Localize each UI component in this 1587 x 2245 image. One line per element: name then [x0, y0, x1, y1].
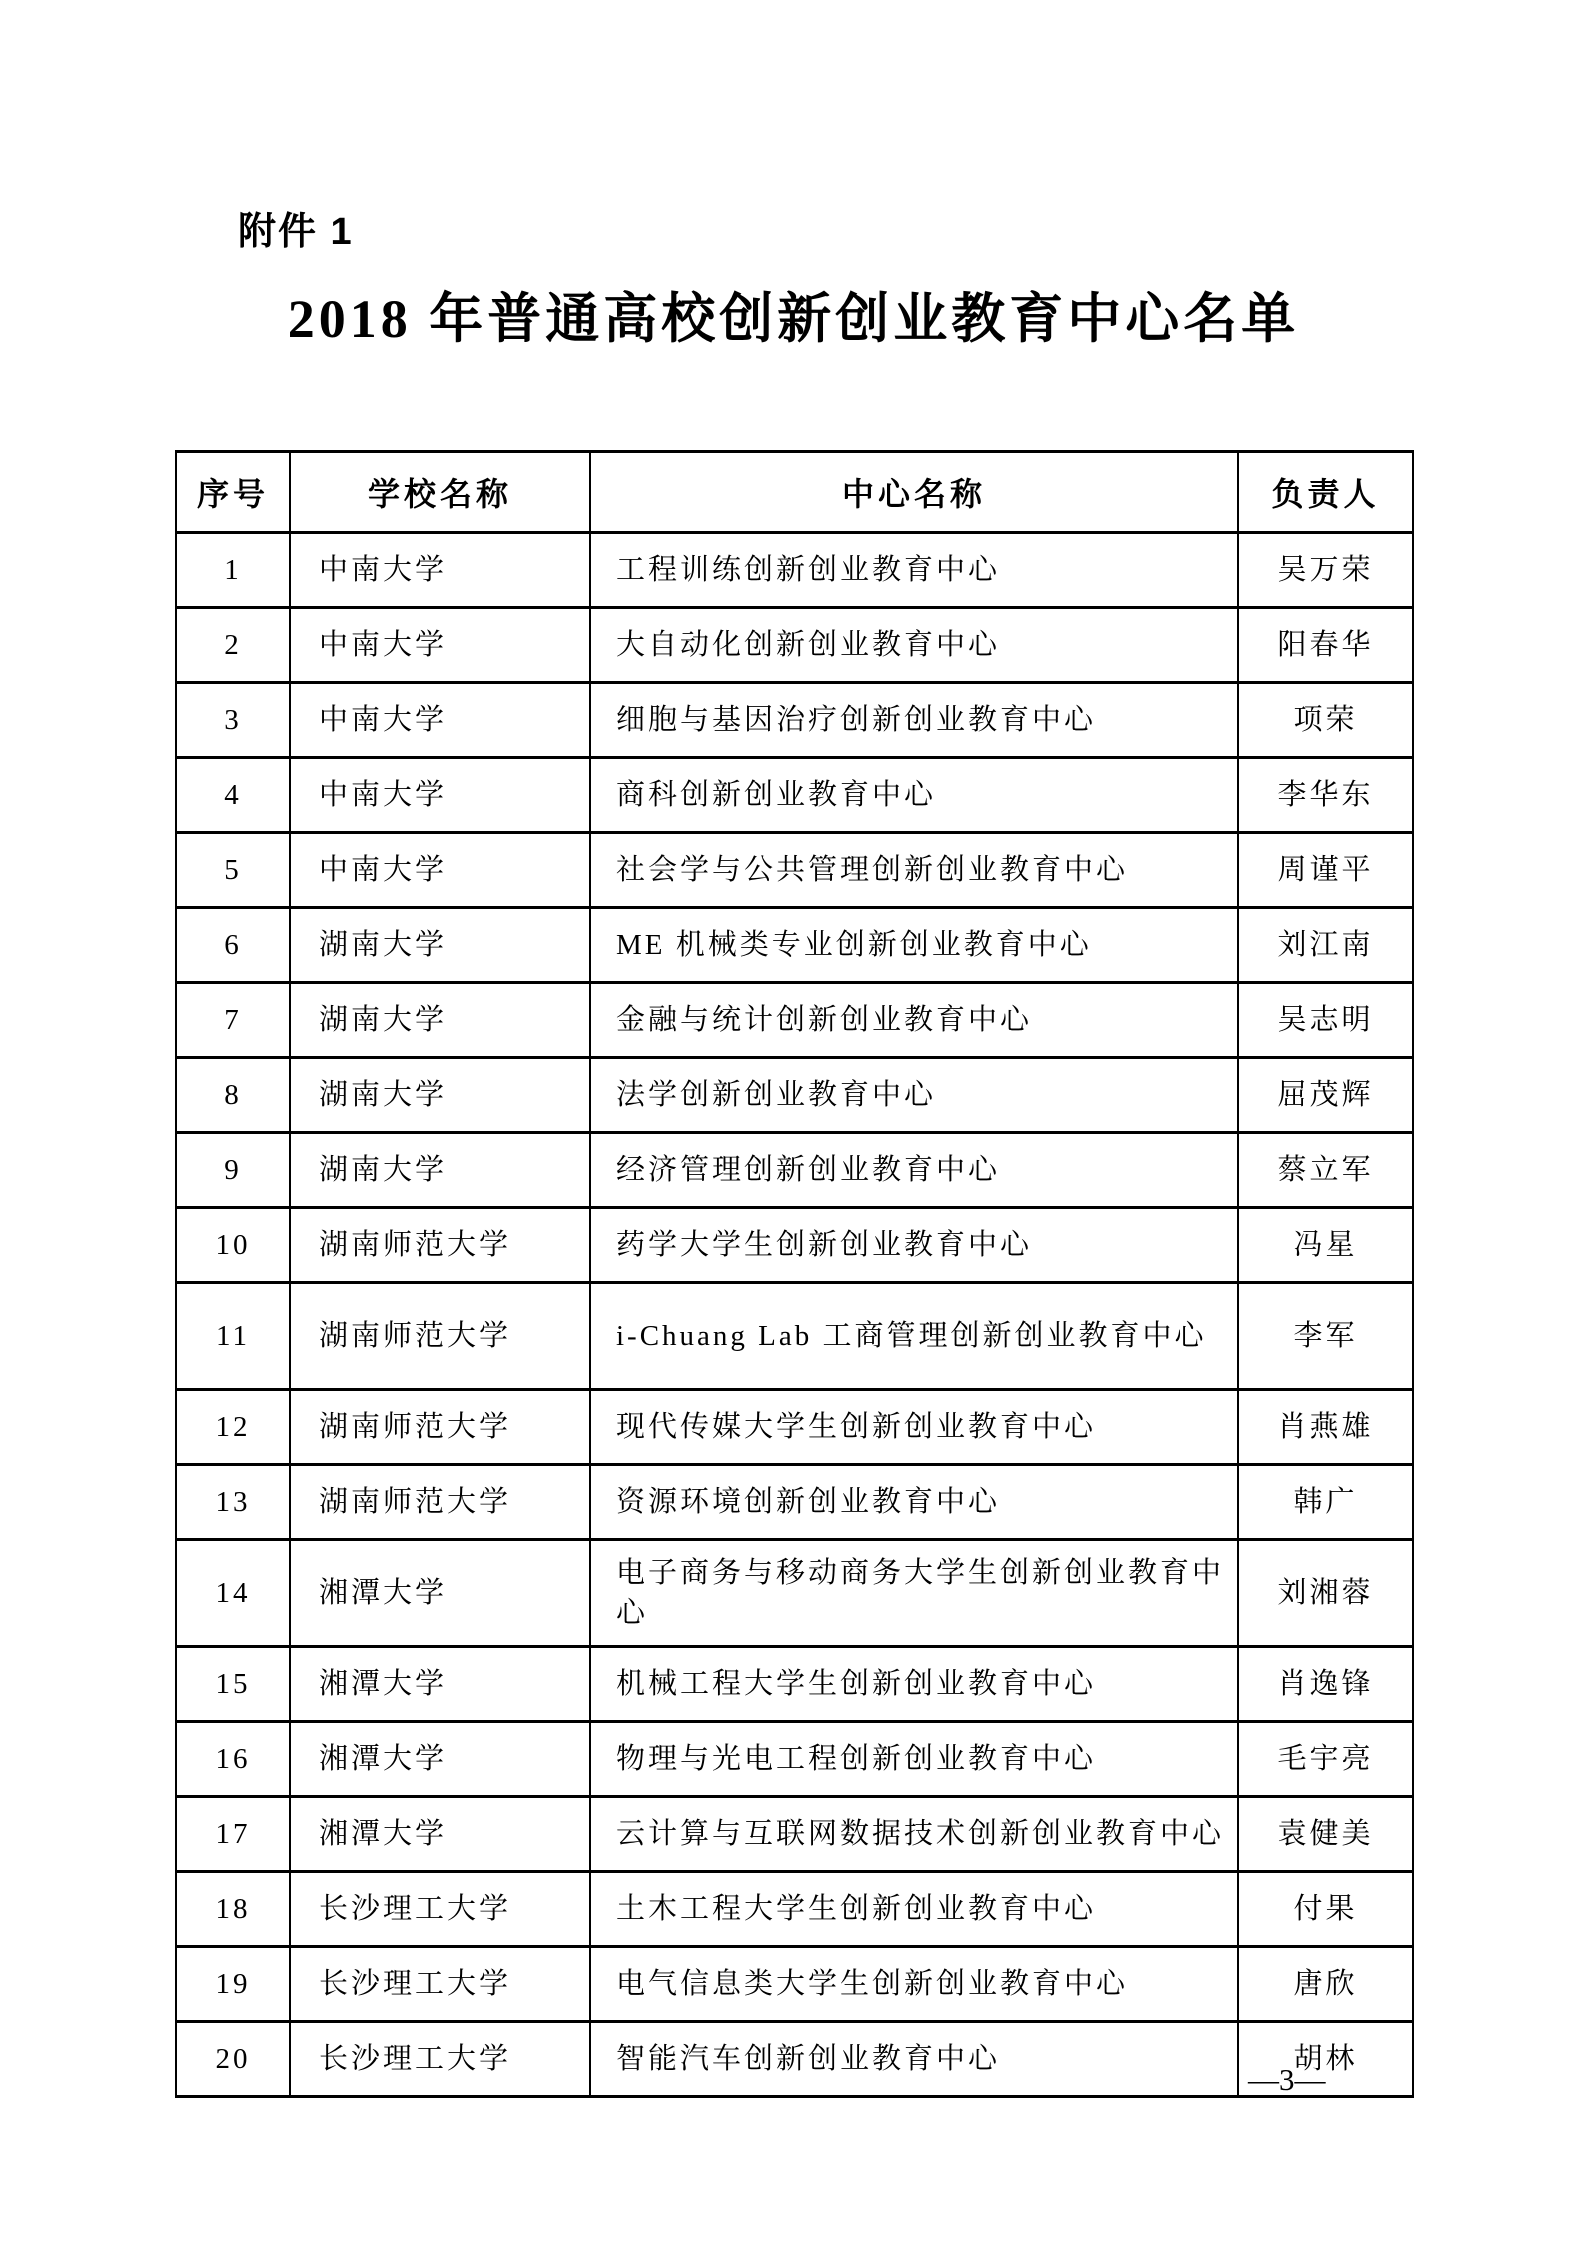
table-row	[176, 1208, 1413, 1283]
school-name-cell: 湘潭大学	[290, 1797, 590, 1872]
person-cell: 付果	[1238, 1872, 1413, 1947]
table-row	[176, 833, 1413, 908]
table-row	[176, 1947, 1413, 2022]
school-name-cell: 中南大学	[290, 533, 590, 608]
school-name-cell: 湖南师范大学	[290, 1390, 590, 1465]
school-name-cell: 湖南师范大学	[290, 1465, 590, 1540]
person-cell: 韩广	[1238, 1465, 1413, 1540]
center-name-cell: 经济管理创新创业教育中心	[590, 1133, 1238, 1208]
center-name-cell: 物理与光电工程创新创业教育中心	[590, 1722, 1238, 1797]
row-number-cell: 7	[176, 983, 290, 1058]
person-cell: 肖逸锋	[1238, 1647, 1413, 1722]
center-name-cell: 现代传媒大学生创新创业教育中心	[590, 1390, 1238, 1465]
row-number-cell: 1	[176, 533, 290, 608]
row-number-cell: 9	[176, 1133, 290, 1208]
center-table-body	[176, 533, 1413, 2097]
table-row	[176, 1872, 1413, 1947]
person-cell: 李军	[1238, 1283, 1413, 1390]
school-name-cell: 长沙理工大学	[290, 2022, 590, 2097]
center-name-cell: 工程训练创新创业教育中心	[590, 533, 1238, 608]
table-row	[176, 1390, 1413, 1465]
person-cell: 毛宇亮	[1238, 1722, 1413, 1797]
table-row	[176, 683, 1413, 758]
school-name-cell: 湖南大学	[290, 1058, 590, 1133]
school-name-cell: 湖南大学	[290, 908, 590, 983]
person-cell: 胡林	[1238, 2022, 1413, 2097]
center-name-cell: 细胞与基因治疗创新创业教育中心	[590, 683, 1238, 758]
center-name-cell: 法学创新创业教育中心	[590, 1058, 1238, 1133]
table-row	[176, 908, 1413, 983]
school-name-cell: 湘潭大学	[290, 1647, 590, 1722]
table-row	[176, 2022, 1413, 2097]
table-row	[176, 533, 1413, 608]
person-cell: 蔡立军	[1238, 1133, 1413, 1208]
table-row	[176, 1465, 1413, 1540]
table-header-row	[176, 452, 1413, 533]
center-name-cell: 金融与统计创新创业教育中心	[590, 983, 1238, 1058]
row-number-cell: 13	[176, 1465, 290, 1540]
row-number-cell: 3	[176, 683, 290, 758]
center-name-cell: i-Chuang Lab 工商管理创新创业教育中心	[590, 1283, 1238, 1390]
school-name-cell: 长沙理工大学	[290, 1947, 590, 2022]
table-row	[176, 983, 1413, 1058]
centers-table	[175, 450, 1414, 2098]
row-number-cell: 17	[176, 1797, 290, 1872]
row-number-cell: 2	[176, 608, 290, 683]
person-cell: 刘江南	[1238, 908, 1413, 983]
table-row	[176, 1058, 1413, 1133]
person-cell: 屈茂辉	[1238, 1058, 1413, 1133]
person-cell: 唐欣	[1238, 1947, 1413, 2022]
header-cell-number: 序号	[176, 452, 290, 533]
table-row	[176, 1647, 1413, 1722]
row-number-cell: 6	[176, 908, 290, 983]
school-name-cell: 长沙理工大学	[290, 1872, 590, 1947]
center-name-cell: 智能汽车创新创业教育中心	[590, 2022, 1238, 2097]
school-name-cell: 中南大学	[290, 758, 590, 833]
center-name-cell: ME 机械类专业创新创业教育中心	[590, 908, 1238, 983]
table-row	[176, 1133, 1413, 1208]
row-number-cell: 16	[176, 1722, 290, 1797]
center-name-cell: 机械工程大学生创新创业教育中心	[590, 1647, 1238, 1722]
header-cell-center: 中心名称	[590, 452, 1238, 533]
table-row	[176, 608, 1413, 683]
person-cell: 阳春华	[1238, 608, 1413, 683]
center-name-cell: 电气信息类大学生创新创业教育中心	[590, 1947, 1238, 2022]
person-cell: 冯星	[1238, 1208, 1413, 1283]
row-number-cell: 12	[176, 1390, 290, 1465]
center-name-cell: 云计算与互联网数据技术创新创业教育中心	[590, 1797, 1238, 1872]
center-name-cell: 商科创新创业教育中心	[590, 758, 1238, 833]
person-cell: 吴志明	[1238, 983, 1413, 1058]
person-cell: 周谨平	[1238, 833, 1413, 908]
row-number-cell: 20	[176, 2022, 290, 2097]
table-row	[176, 758, 1413, 833]
row-number-cell: 15	[176, 1647, 290, 1722]
center-name-cell: 土木工程大学生创新创业教育中心	[590, 1872, 1238, 1947]
center-name-cell: 大自动化创新创业教育中心	[590, 608, 1238, 683]
center-name-cell: 资源环境创新创业教育中心	[590, 1465, 1238, 1540]
school-name-cell: 湖南师范大学	[290, 1283, 590, 1390]
person-cell: 肖燕雄	[1238, 1390, 1413, 1465]
row-number-cell: 8	[176, 1058, 290, 1133]
table-header	[176, 452, 1413, 533]
person-cell: 袁健美	[1238, 1797, 1413, 1872]
row-number-cell: 5	[176, 833, 290, 908]
school-name-cell: 湖南师范大学	[290, 1208, 590, 1283]
center-name-cell: 社会学与公共管理创新创业教育中心	[590, 833, 1238, 908]
row-number-cell: 4	[176, 758, 290, 833]
person-cell: 刘湘蓉	[1238, 1540, 1413, 1647]
row-number-cell: 18	[176, 1872, 290, 1947]
school-name-cell: 中南大学	[290, 608, 590, 683]
school-name-cell: 中南大学	[290, 683, 590, 758]
school-name-cell: 湖南大学	[290, 1133, 590, 1208]
header-cell-school: 学校名称	[290, 452, 590, 533]
school-name-cell: 中南大学	[290, 833, 590, 908]
person-cell: 吴万荣	[1238, 533, 1413, 608]
center-name-cell: 药学大学生创新创业教育中心	[590, 1208, 1238, 1283]
person-cell: 项荣	[1238, 683, 1413, 758]
school-name-cell: 湘潭大学	[290, 1540, 590, 1647]
table-row	[176, 1283, 1413, 1390]
school-name-cell: 湖南大学	[290, 983, 590, 1058]
table-row	[176, 1797, 1413, 1872]
school-name-cell: 湘潭大学	[290, 1722, 590, 1797]
header-cell-person: 负责人	[1238, 452, 1413, 533]
row-number-cell: 11	[176, 1283, 290, 1390]
table-row	[176, 1722, 1413, 1797]
table-row	[176, 1540, 1413, 1647]
attachment-label: 附件 1	[238, 211, 354, 253]
row-number-cell: 14	[176, 1540, 290, 1647]
person-cell: 李华东	[1238, 758, 1413, 833]
page-title: 2018 年普通高校创新创业教育中心名单	[287, 289, 1300, 349]
row-number-cell: 19	[176, 1947, 290, 2022]
center-name-cell: 电子商务与移动商务大学生创新创业教育中心	[590, 1540, 1238, 1647]
page-number: —3—	[1248, 2062, 1326, 2097]
row-number-cell: 10	[176, 1208, 290, 1283]
